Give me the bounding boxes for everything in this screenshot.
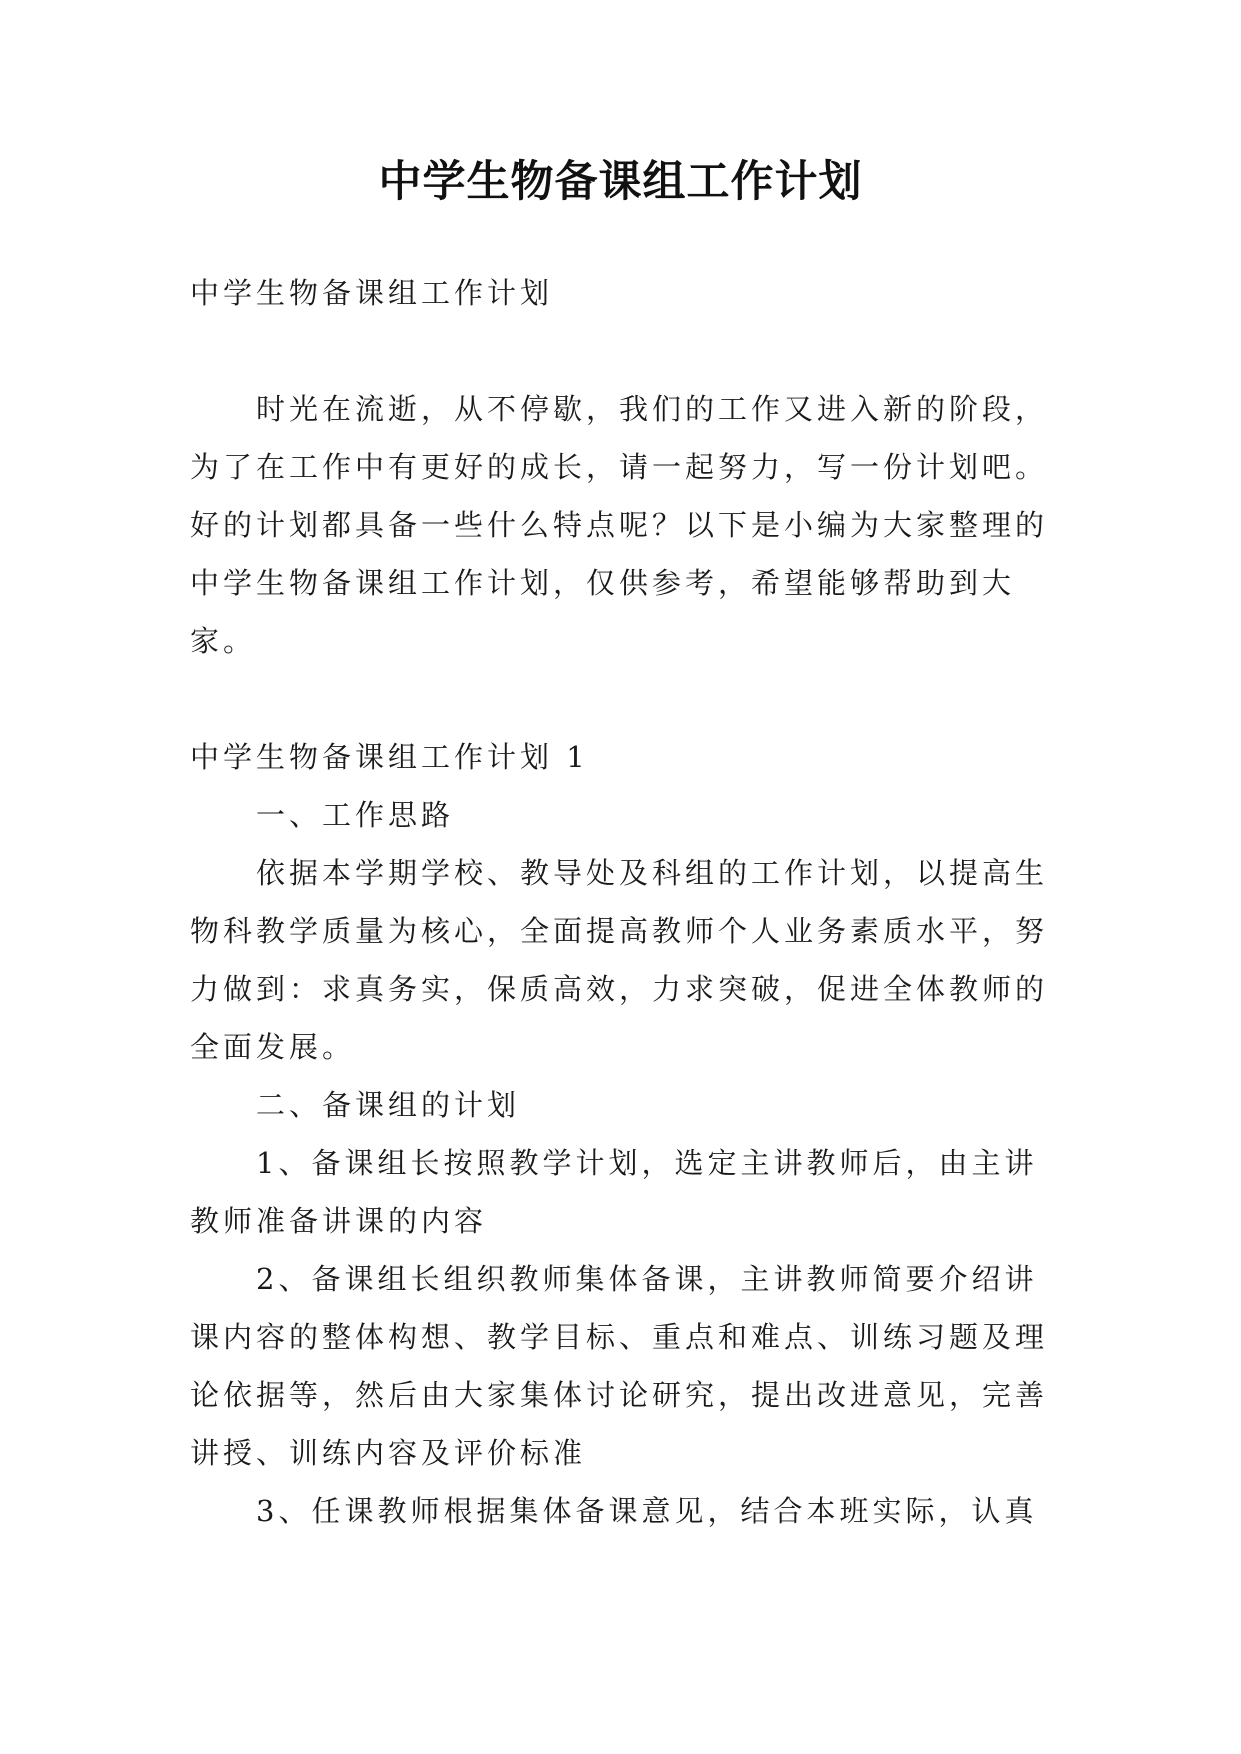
paragraph-work-ideas: 依据本学期学校、教导处及科组的工作计划，以提高生物科教学质量为核心，全面提高教师个人业务素质水平，努力做到：求真务实，保质高效，力求突破，促进全体教师的全面发展。 <box>190 856 1049 1064</box>
plan-item-2: 2、备课组长组织教师集体备课，主讲教师简要介绍讲课内容的整体构想、教学目标、重点和难点、训练习题及理论依据等，然后由大家集体讨论研究，提出改进意见，完善讲授、训练内容及评价标准 <box>190 1262 1049 1470</box>
heading-group-plan: 二、备课组的计划 <box>256 1088 521 1122</box>
section-title: 中学生物备课组工作计划 1 <box>190 740 589 774</box>
intro-paragraph: 时光在流逝，从不停歇，我们的工作又进入新的阶段，为了在工作中有更好的成长，请一起努力，写一份计划吧。好的计划都具备一些什么特点呢？以下是小编为大家整理的中学生物备课组工作计划，仅供参考，希望能够帮助到大家。 <box>190 392 1049 658</box>
plan-item-3: 3、任课教师根据集体备课意见，结合本班实际，认真 <box>256 1494 1038 1528</box>
heading-work-ideas: 一、工作思路 <box>256 798 455 832</box>
plan-item-1: 1、备课组长按照教学计划，选定主讲教师后，由主讲教师准备讲课的内容 <box>190 1146 1038 1238</box>
document-body <box>190 264 1070 1540</box>
document-title: 中学生物备课组工作计划 <box>378 157 863 207</box>
document-subtitle: 中学生物备课组工作计划 <box>190 276 554 310</box>
